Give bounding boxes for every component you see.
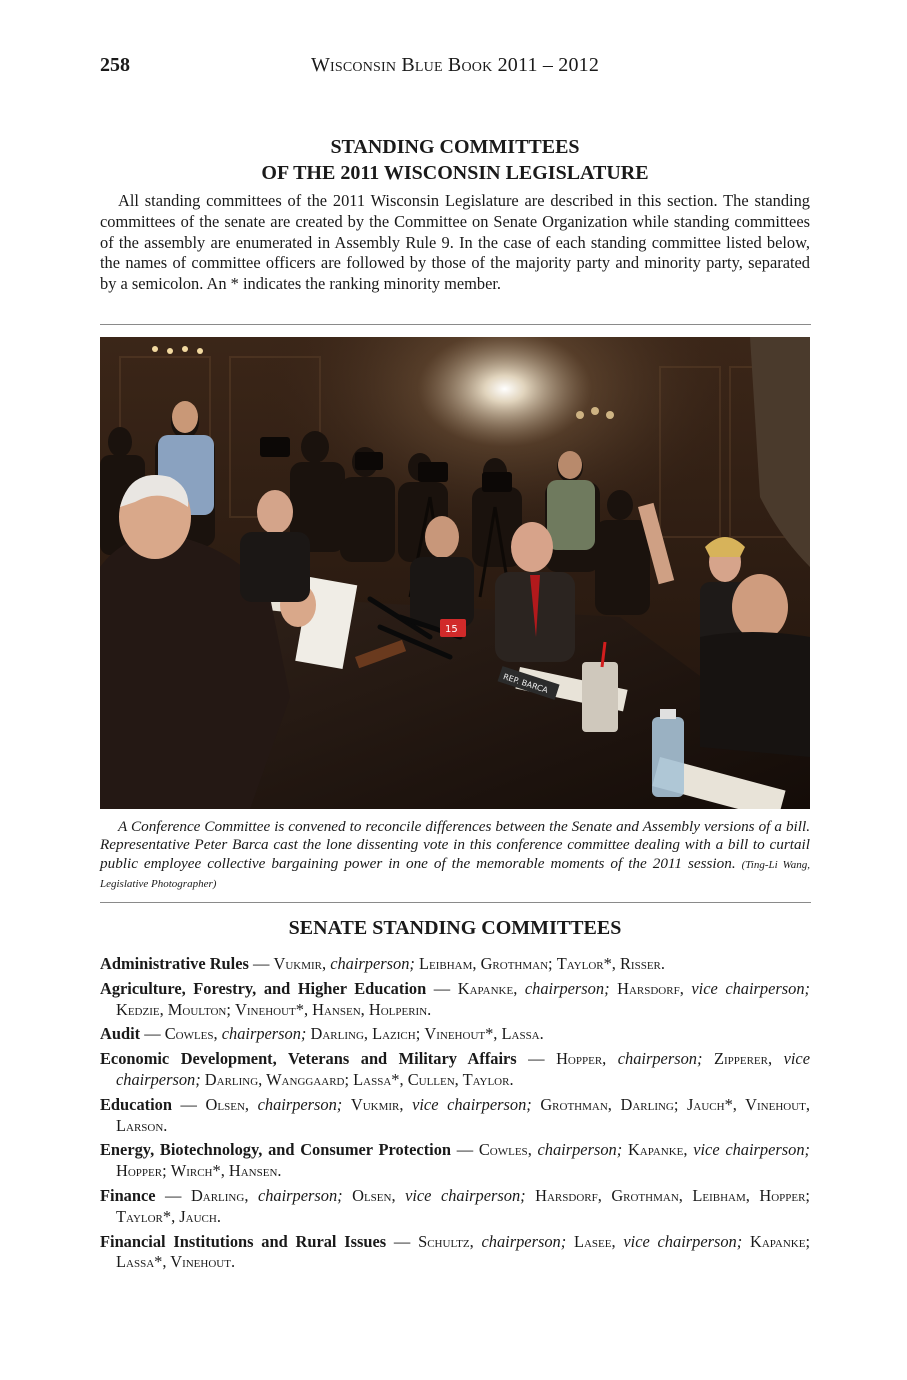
committee-majority: Harsdorf, Grothman, Leibham, Hopper; — [535, 1185, 810, 1205]
committee-minority: Jauch*, Vinehout, Larson. — [116, 1094, 810, 1135]
committee-minority: Vinehout*, Hansen, Holperin. — [235, 999, 432, 1019]
committee-vice-chair: Vukmir — [350, 1094, 400, 1114]
nameplate-text: REP. BARCA — [502, 672, 549, 695]
committee-list — [100, 954, 810, 1277]
committee-chair: Cowles — [478, 1140, 528, 1160]
committee-chair: Olsen — [205, 1094, 245, 1114]
committee-name: Audit — [100, 1024, 141, 1044]
committee-chair: Schultz — [418, 1231, 470, 1251]
mic-flag-label: 15 — [445, 624, 458, 635]
committee-name: Economic Development, Veterans and Military Affairs — [100, 1049, 517, 1069]
committee-name: Administrative Rules — [100, 954, 249, 973]
committee-chair: Darling — [190, 1185, 245, 1205]
committee-minority: Vinehout*, Lassa. — [424, 1024, 544, 1044]
committee-name: Education — [100, 1094, 172, 1114]
committee-name: Energy, Biotechnology, and Consumer Protection — [100, 1140, 452, 1160]
photo-illustration — [100, 337, 810, 809]
page-title-line-2: OF THE 2011 WISCONSIN LEGISLATURE — [261, 162, 649, 184]
committee-majority: Darling, Wanggaard; — [204, 1069, 350, 1089]
committee-majority: Kapanke; — [750, 1231, 810, 1251]
divider-bottom — [100, 902, 811, 903]
page-title — [100, 134, 810, 186]
committee-entry: Administrative Rules — Vukmir, chairperson; Leibham, Grothman; Taylor*, Risser. — [100, 954, 665, 973]
page-title-line-1: STANDING COMMITTEES — [330, 136, 580, 158]
caption-text: A Conference Committee is convened to reconcile differences between the Senate and Assembly versions of a bill. Representative Peter Barca cast the lone dissenting vote in this conference committee dealing with a bill to curtail public employee collective bargaining power in one of the memorable moments of the 2011 session. — [100, 818, 810, 872]
committee-name: Agriculture, Forestry, and Higher Education — [100, 978, 427, 998]
committee-entry: Audit — Cowles, chairperson; Darling, Lazich; Vinehout*, Lassa. — [100, 1024, 544, 1044]
committee-majority: Darling, Lazich; — [310, 1024, 421, 1044]
conference-committee-photo — [100, 337, 810, 809]
committee-majority: Kedzie, Moulton; — [116, 999, 231, 1019]
committee-minority: Taylor*, Risser. — [556, 954, 665, 973]
committee-vice-chair: Lasee — [573, 1231, 612, 1251]
committee-minority: Taylor*, Jauch. — [116, 1206, 221, 1226]
committee-entry: Financial Institutions and Rural Issues — Schultz, chairperson; Lasee, vice chairperson; Kapanke; Lassa*, Vinehout. — [100, 1231, 810, 1272]
committee-chair: Cowles — [164, 1024, 214, 1044]
committee-entry: Finance — Darling, chairperson; Olsen, vice chairperson; Harsdorf, Grothman, Leibham, Hopper; Taylor*, Jauch. — [100, 1185, 810, 1226]
committee-majority: Hopper; — [116, 1161, 167, 1181]
committee-minority: Lassa*, Vinehout. — [116, 1252, 236, 1272]
committee-entry: Economic Development, Veterans and Military Affairs — Hopper, chairperson; Zipperer, vice chairperson; Darling, Wanggaard; Lassa*, Cullen, Taylor. — [100, 1049, 810, 1089]
committee-vice-chair: Harsdorf — [617, 978, 680, 998]
committee-minority: Lassa*, Cullen, Taylor. — [353, 1069, 514, 1089]
photo-caption — [100, 818, 810, 894]
committee-entry: Energy, Biotechnology, and Consumer Protection — Cowles, chairperson; Kapanke, vice chairperson; Hopper; Wirch*, Hansen. — [100, 1140, 810, 1181]
committee-entry: Agriculture, Forestry, and Higher Education — Kapanke, chairperson; Harsdorf, vice chairperson; Kedzie, Moulton; Vinehout*, Hansen, Holperin. — [100, 978, 810, 1019]
committee-name: Finance — [100, 1185, 156, 1205]
photo-credit: (Ting-Li Wang, Legislative Photographer) — [100, 858, 810, 891]
running-head — [100, 54, 810, 82]
committee-entry: Education — Olsen, chairperson; Vukmir, vice chairperson; Grothman, Darling; Jauch*, Vinehout, Larson. — [100, 1094, 810, 1135]
intro-paragraph: All standing committees of the 2011 Wisconsin Legislature are described in this section. The standing committees of the senate are created by the Committee on Senate Organization while standing committees of the assembly are enumerated in Assembly Rule 9. In the case of each standing committee listed below, the names of committee officers are followed by those of the majority party and minority party, separated by a semicolon. An * indicates the ranking minority member. — [100, 191, 810, 294]
committee-name: Financial Institutions and Rural Issues — [100, 1231, 387, 1251]
book-title: Wisconsin Blue Book 2011 – 2012 — [310, 54, 600, 76]
page-number: 258 — [100, 54, 130, 76]
divider-top — [100, 324, 811, 325]
committee-minority: Wirch*, Hansen. — [170, 1161, 282, 1181]
committee-chair: Vukmir — [273, 954, 322, 973]
committee-majority: Grothman, Darling; — [540, 1094, 679, 1114]
committee-vice-chair: Zipperer — [713, 1049, 768, 1069]
section-title: SENATE STANDING COMMITTEES — [288, 917, 622, 939]
committee-vice-chair: Kapanke — [627, 1140, 684, 1160]
committee-chair: Hopper — [556, 1049, 603, 1069]
committee-majority: Leibham, Grothman; — [419, 954, 553, 973]
committee-vice-chair: Olsen — [352, 1185, 392, 1205]
committee-chair: Kapanke — [457, 978, 514, 998]
